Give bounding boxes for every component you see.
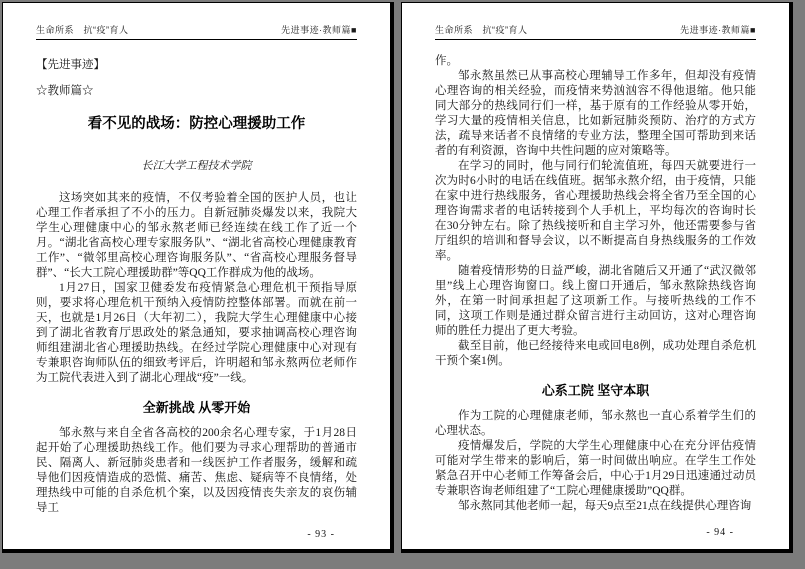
article-title: 看不见的战场：防控心理援助工作 [87,116,306,132]
paragraph: 邹永熬与来自全省各高校的200余名心理专家，于1月28日起开始了心理援助热线工作。他们要为寻求心理帮助的普通市民、隔离人、新冠肺炎患者和一线医护工作者服务，缓解和疏导他们因疫情造成的恐慌、痛苦、焦虑、疑病等不良情绪，处理热线中可能的自杀危机个案，以及因疫情丧失亲友的哀伤辅导工 [36,427,357,514]
paragraph: 作为工院的心理健康老师，邹永熬也一直心系着学生们的心理状态。 [435,410,756,437]
paragraph: 在学习的同时，他与同行们轮流值班，每四天就要进行一次为时6小时的电话在线值班。据邹永熬介绍，由于疫情，只能在家中进行热线服务，省心理援助热线会将全省乃至全国的心理咨询需求者的电话转接到个人手机上，平均每次的咨询时长在30分钟左右。除了热线接听和自主学习外，他还需要参与省厅组织的培训和督导会议，以不断提高自身热线服务的工作效率。 [435,160,756,262]
header-left-text: 生命所系 抗“疫”育人 [36,25,129,35]
header-left-text: 生命所系 抗“疫”育人 [435,25,528,35]
paragraph: 1月27日，国家卫健委发布疫情紧急心理危机干预指导原则，要求将心理危机干预纳入疫情防控整体部署。而就在前一天，也就是1月26日（大年初二），我院大学生心理健康中心接到了湖北省教育厅思政处的紧急通知，要求抽调高校心理咨询师组建湖北省心理援助热线。在经过学院心理健康中心对现有专兼职咨询师队伍的细致考评后，许明超和邹永熬两位老师作为工院代表进入到了湖北心理战“疫”一线。 [36,282,357,384]
header-rule [435,39,756,40]
paragraph: 疫情爆发后，学院的大学生心理健康中心在充分评估疫情可能对学生带来的影响后，第一时间做出响应。在学生工作处紧急召开中心老师工作筹备会后，中心于1月29日迅速通过动员专兼职咨询老师组建了“工院心理健康援助”QQ群。 [435,440,756,497]
section-heading: 心系工院 坚守本职 [541,383,650,398]
paragraph: 随着疫情形势的日益严峻，湖北省随后又开通了“武汉微邻里”线上心理咨询窗口。线上窗口开通后，邹永熬除热线咨询外，在第一时间承担起了这项新工作。与接听热线的工作不同，这项工作则是通过群众留言进行主动回访，这对心理咨询师的胜任力提出了更大考验。 [435,265,756,337]
paragraph: 截至目前，他已经接待来电或回电8例，成功处理自杀危机干预个案1例。 [435,340,756,367]
page-number: - 94 - [706,527,734,538]
article-institution: 长江大学工程技术学院 [141,160,252,172]
section-tag-label: 【先进事迹】 [36,59,105,71]
paragraph: 这场突如其来的疫情，不仅考验着全国的医护人员，也让心理工作者承担了不小的压力。自新冠肺炎爆发以来，我院大学生心理健康中心的邹永熬老师已经连续在线工作了近一个月。“湖北省高校心理专家服务队”、“湖北省高校心理健康教育工作”、“微邻里高校心理咨询服务队”、“省高校心理服务督导群”、“长大工院心理援助群”等QQ工作群成为他的战场。 [36,192,357,279]
paragraph: 邹永熬虽然已从事高校心理辅导工作多年，但却没有疫情心理咨询的相关经验，而疫情来势汹汹容不得他退缩。他只能同大部分的热线同行们一样，基于原有的工作经验从零开始，学习大量的疫情相关信息，比如新冠肺炎预防、治疗的方式方法，疏导来话者不良情绪的专业方法，整理全国可帮助到来话者的有利资源，咨询中共性问题的应对策略等。 [435,70,756,157]
page-header [36,23,357,36]
section-heading: 全新挑战 从零开始 [142,400,251,415]
page-number: - 93 - [307,529,335,540]
header-rule [36,39,357,40]
paragraph: 邹永熬同其他老师一起，每天9点至21点在线提供心理咨询 [458,500,752,512]
paragraph-continuation: 作。 [435,55,458,67]
page-header [435,23,756,36]
teacher-chapter-label: ☆教师篇☆ [36,85,94,97]
document-page-94 [401,2,793,553]
header-right-text: 先进事迹·教师篇■ [281,25,357,35]
document-page-93 [2,2,394,553]
header-right-text: 先进事迹·教师篇■ [680,25,756,35]
